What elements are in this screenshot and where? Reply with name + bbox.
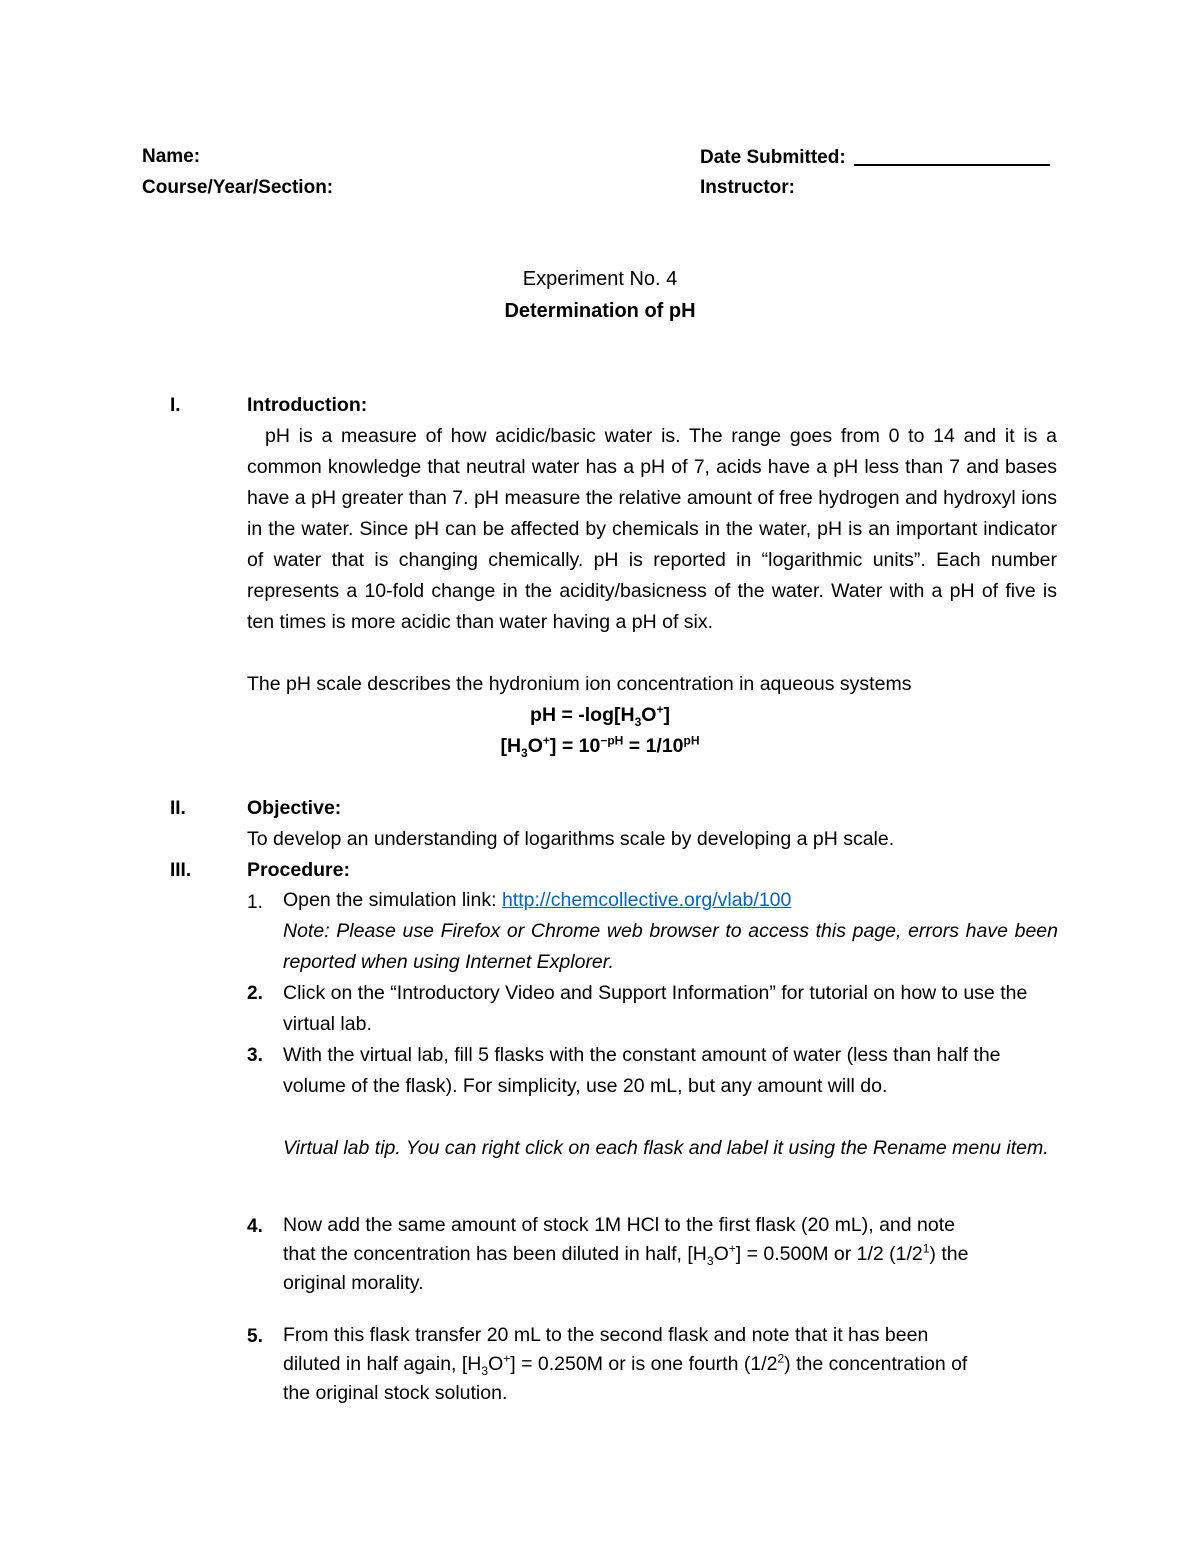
intro-heading: Introduction: bbox=[247, 394, 368, 416]
course-label: Course/Year/Section: bbox=[142, 177, 334, 198]
objective-text: To develop an understanding of logarithms scale by developing a pH scale. bbox=[247, 828, 895, 850]
experiment-title: Determination of pH bbox=[504, 300, 696, 322]
experiment-number: Experiment No. 4 bbox=[522, 268, 678, 290]
simulation-link[interactable]: http://chemcollective.org/vlab/100 bbox=[501, 889, 792, 911]
date-submitted-field bbox=[700, 146, 1050, 169]
browser-note: Note: Please use Firefox or Chrome web browser to access this page, errors have been reported when using Internet Explorer. bbox=[283, 920, 1058, 973]
step-number: 1. bbox=[247, 892, 263, 913]
section-numeral-objective: II. bbox=[170, 798, 186, 819]
section-numeral-procedure: III. bbox=[170, 860, 192, 881]
step-5: From this flask transfer 20 mL to the second flask and note that it has been diluted in half again, $[H_3O^+] = 0.250M$ or is one fourth $(1/2^2)$ the concentration of the original stock solution. bbox=[283, 1324, 968, 1404]
step-4: Now add the same amount of stock 1M HCl to the first flask (20 mL), and note that the concentration has been diluted in half, $[H_3O^+] = 0.500M$ or 1/2 $(1/2^1)$ the original morality. bbox=[283, 1214, 969, 1294]
step-2: Click on the “Introductory Video and Support Information” for tutorial on how to use the virtual lab. bbox=[283, 982, 1028, 1035]
virtual-lab-tip: Virtual lab tip. You can right click on each flask and label it using the Rename menu item. bbox=[283, 1137, 1049, 1159]
date-blank-line bbox=[854, 146, 1050, 166]
procedure-heading: Procedure: bbox=[247, 859, 350, 881]
step-3: With the virtual lab, fill 5 flasks with the constant amount of water (less than half the volume of the flask). For simplicity, use 20 mL, but any amount will do. bbox=[283, 1044, 1001, 1097]
step-1: Open the simulation link: http://chemcollective.org/vlab/100 Note: Please use Firefox or Chrome web browser to access this page, errors have been reported when using Internet Explorer. bbox=[283, 885, 1058, 978]
step-number: 3. bbox=[247, 1045, 263, 1066]
name-label: Name: bbox=[142, 146, 201, 167]
objective-heading: Objective: bbox=[247, 797, 342, 819]
step-number: 5. bbox=[247, 1326, 263, 1347]
step-number: 4. bbox=[247, 1216, 263, 1237]
section-numeral-intro: I. bbox=[170, 395, 181, 416]
intro-paragraph: pH is a measure of how acidic/basic water is. The range goes from 0 to 14 and it is a common knowledge that neutral water has a pH of 7, acids have a pH less than 7 and bases have a pH greater than 7. pH measure the relative amount of free hydrogen and hydroxyl ions in the water. Since pH can be affected by chemicals in the water, pH is an important indicator of water that is changing chemically. pH is reported in “logarithmic units”. Each number represents a 10-fold change in the acidity/basicness of the water. Water with a pH of five is ten times is more acidic than water having a pH of six. bbox=[247, 425, 1057, 633]
equation-hydronium: $[H_3O^+] = 10^{-pH} = 1/10^{pH}$ bbox=[500, 733, 700, 760]
date-submitted-label: Date Submitted: bbox=[700, 147, 846, 168]
step-number: 2. bbox=[247, 983, 263, 1004]
ph-scale-line: The pH scale describes the hydronium ion concentration in aqueous systems bbox=[247, 673, 912, 695]
equation-ph: pH = $-\log[H_3O^+]$ bbox=[530, 702, 670, 729]
instructor-label: Instructor: bbox=[700, 177, 795, 198]
